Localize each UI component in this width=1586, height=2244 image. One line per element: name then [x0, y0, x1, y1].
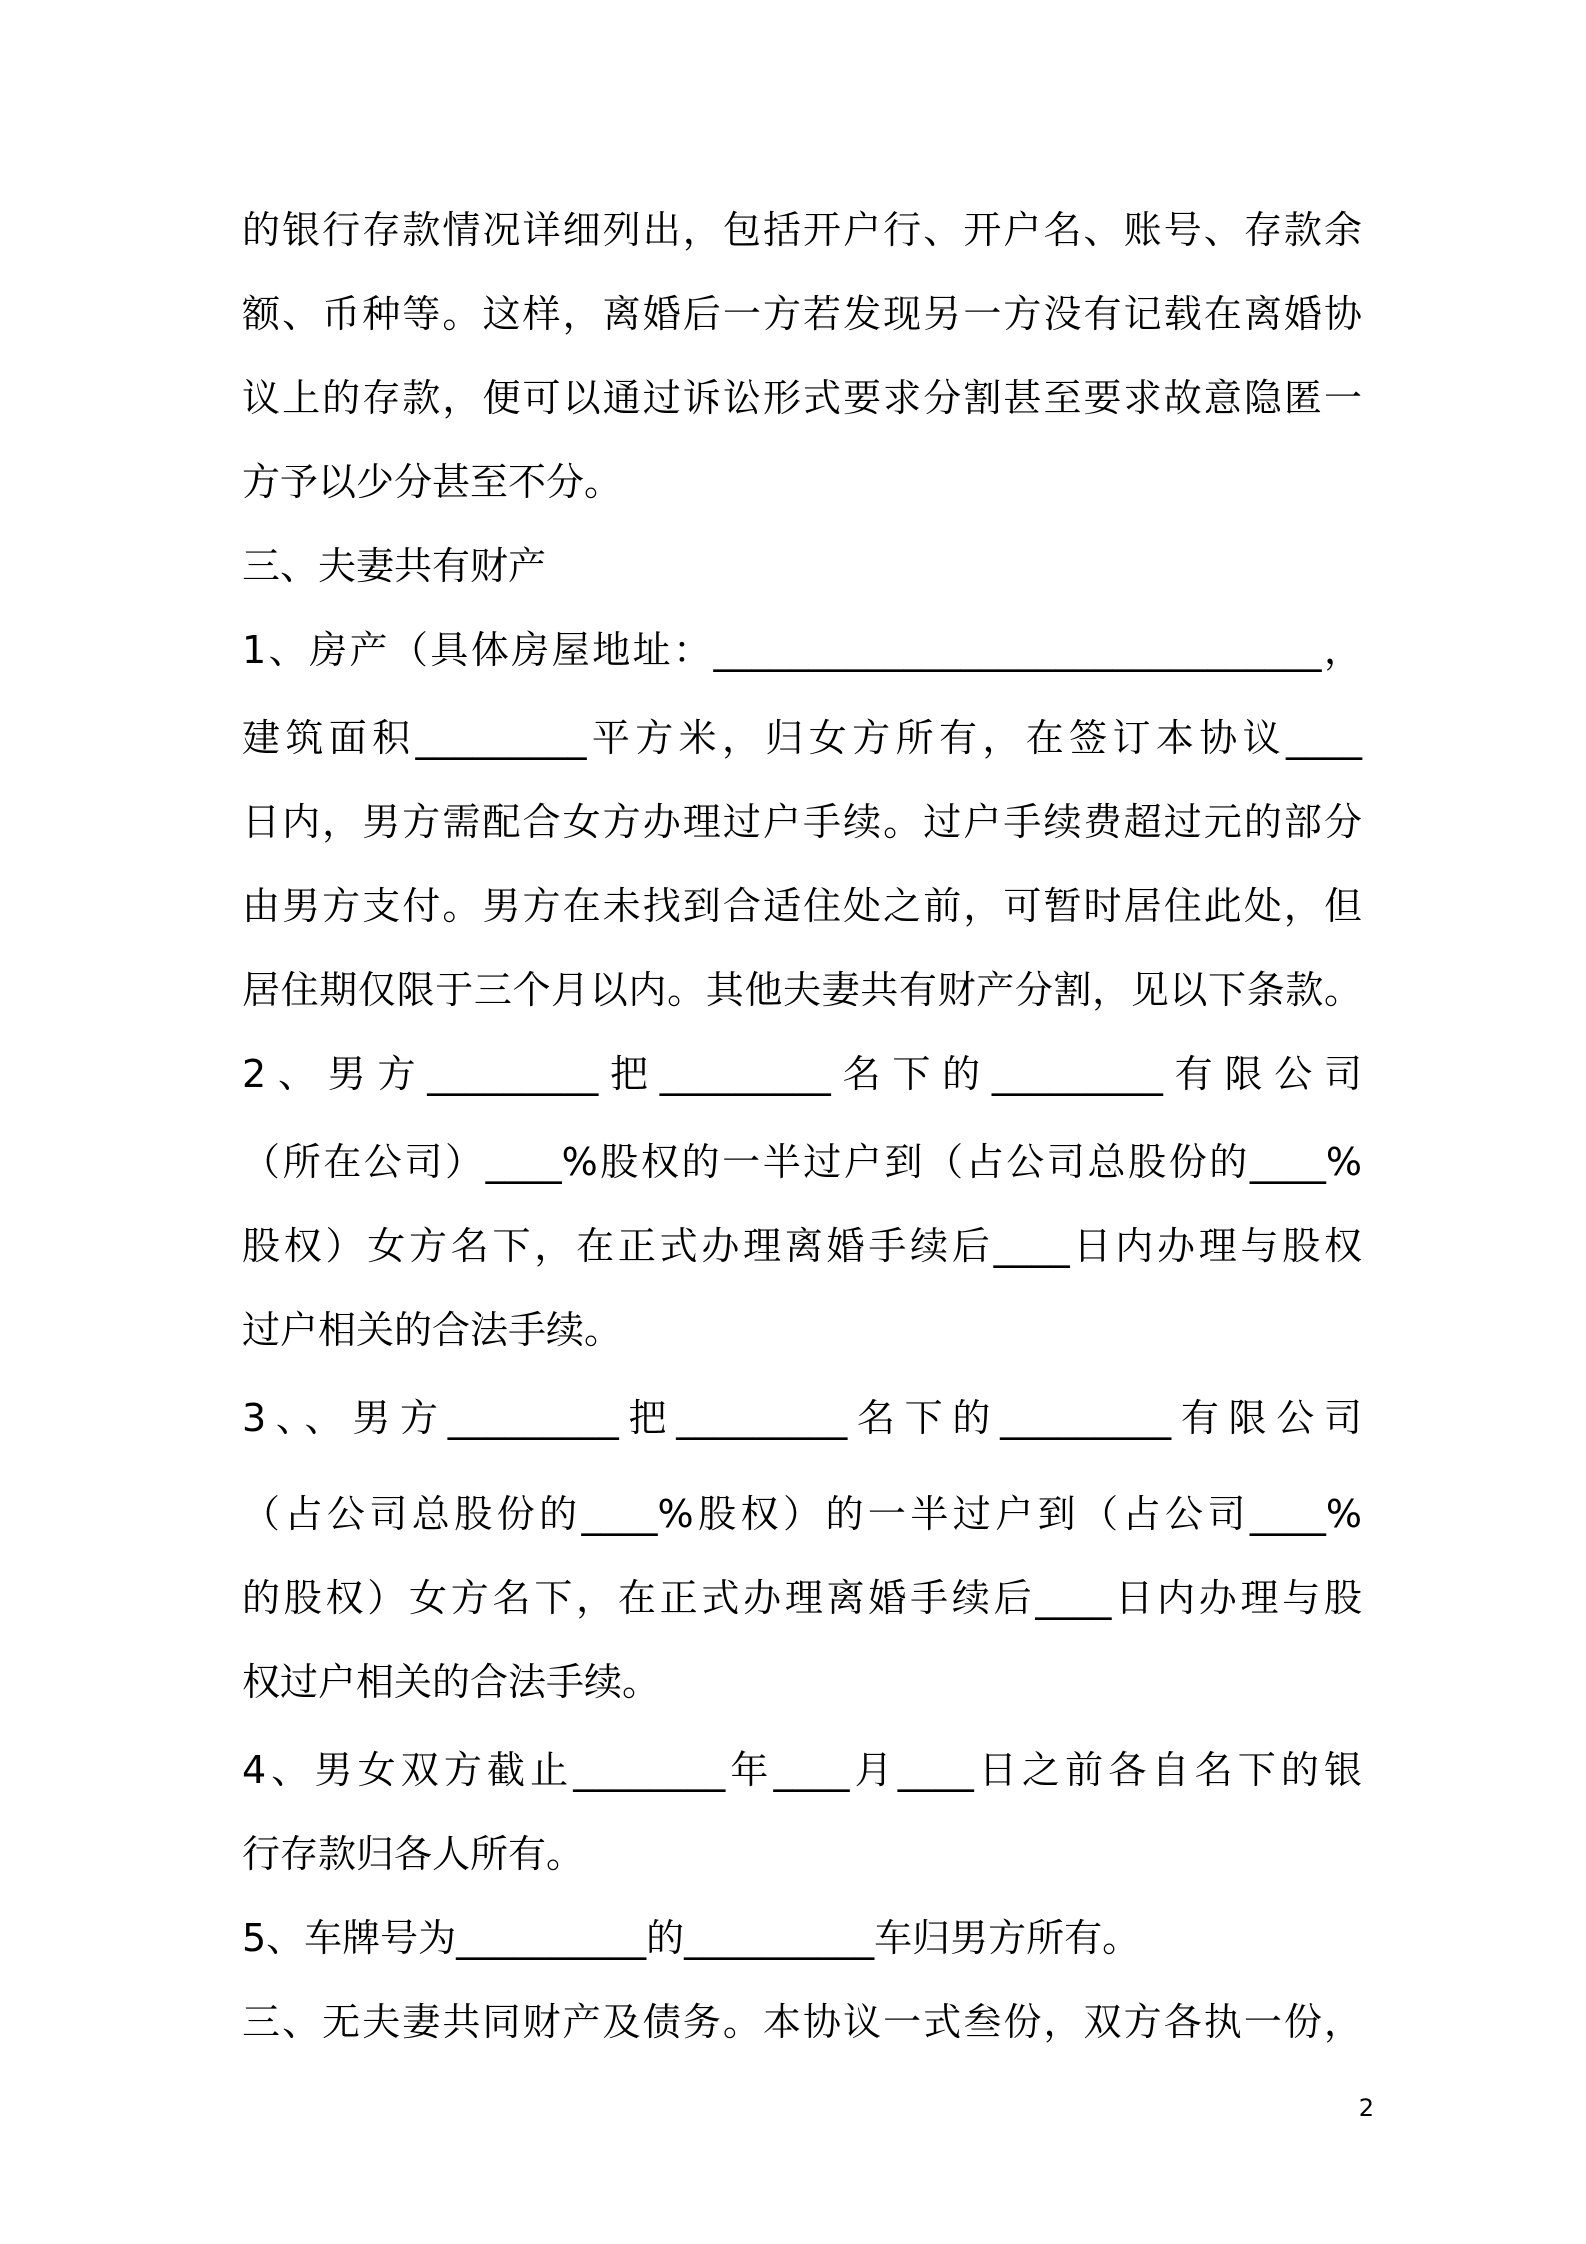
- clause-line: 行存款归各人所有。: [242, 1832, 585, 1876]
- paragraph-line: 的银行存款情况详细列出，包括开户行、开户名、账号、存款余: [242, 208, 1362, 252]
- paragraph-line: 额、币种等。这样，离婚后一方若发现另一方没有记载在离婚协: [242, 292, 1362, 336]
- paragraph-line: 议上的存款，便可以通过诉讼形式要求分割甚至要求故意隐匿一: [242, 376, 1362, 420]
- page-number: 2: [1358, 2094, 1374, 2122]
- clause-line: 日内，男方需配合女方办理过户手续。过户手续费超过元的部分: [242, 800, 1362, 844]
- clause-line: 建筑面积_________平方米，归女方所有，在签订本协议____: [242, 716, 1362, 760]
- paragraph-line: 方予以少分甚至不分。: [242, 460, 623, 504]
- clause-line: 的股权）女方名下，在正式办理离婚手续后____日内办理与股: [242, 1576, 1362, 1620]
- clause-line: 1、房产（具体房屋地址：________________________________，: [242, 628, 1362, 672]
- clause-line: （所在公司）____%股权的一半过户到（占公司总股份的____%: [242, 1140, 1362, 1184]
- clause-line: 居住期仅限于三个月以内。其他夫妻共有财产分割，见以下条款。: [242, 968, 1362, 1012]
- clause-line: 股权）女方名下，在正式办理离婚手续后____日内办理与股权: [242, 1224, 1362, 1268]
- clause-line: 权过户相关的合法手续。: [242, 1660, 661, 1704]
- clause-line: 2、男方_________把_________名下的_________有限公司: [242, 1052, 1362, 1096]
- section-heading: 三、夫妻共有财产: [242, 544, 547, 588]
- clause-line: （占公司总股份的____%股权）的一半过户到（占公司____%: [242, 1492, 1362, 1536]
- clause-line: 5、车牌号为__________的__________车归男方所有。: [242, 1916, 1141, 1960]
- document-body: [242, 188, 1362, 2064]
- clause-line: 4、男女双方截止________年____月____日之前各自名下的银: [242, 1748, 1362, 1792]
- section-heading: 三、无夫妻共同财产及债务。本协议一式叁份，双方各执一份，: [242, 2000, 1362, 2044]
- clause-line: 过户相关的合法手续。: [242, 1308, 623, 1352]
- clause-line: 3、、男方_________把_________名下的_________有限公司: [242, 1396, 1362, 1440]
- clause-line: 由男方支付。男方在未找到合适住处之前，可暂时居住此处，但: [242, 884, 1362, 928]
